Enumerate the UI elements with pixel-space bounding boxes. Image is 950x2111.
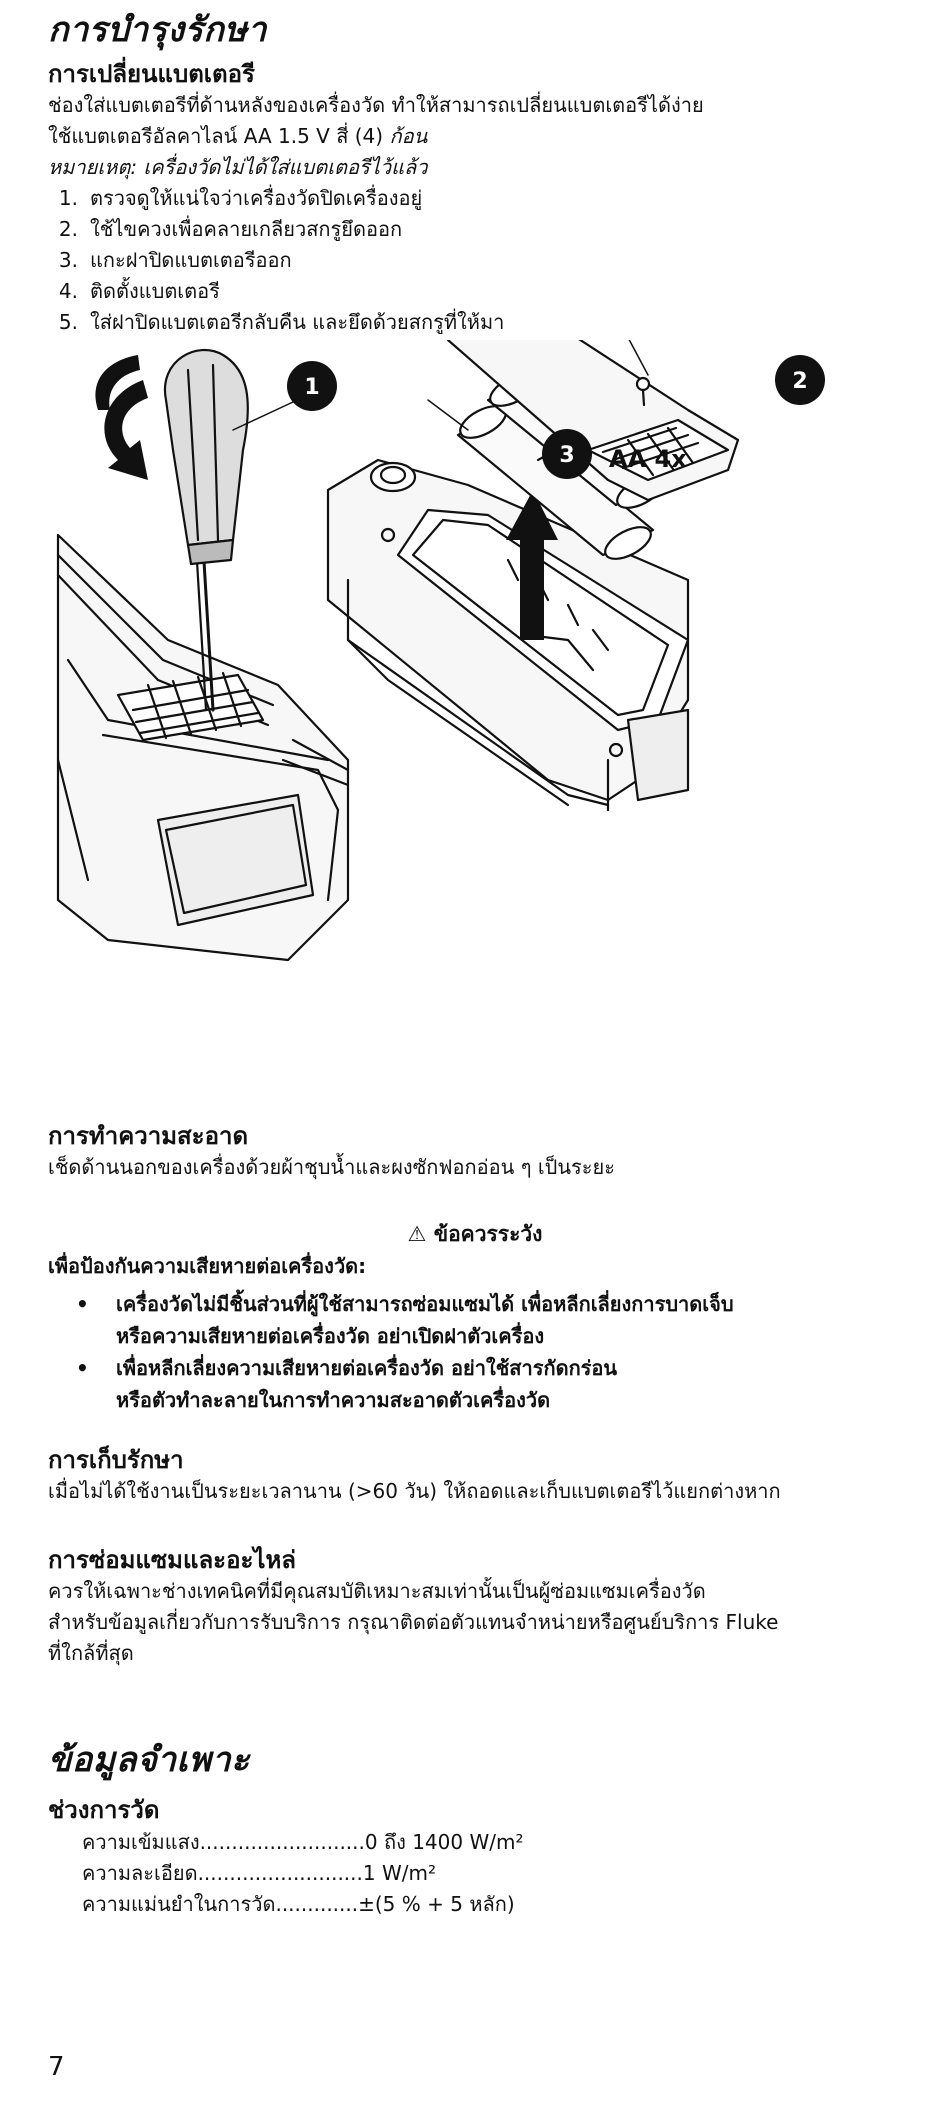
step-item xyxy=(48,307,898,338)
cleaning-text: เช็ดด้านนอกของเครื่องด้วยผ้าชุบน้ำและผงซักฟอกอ่อน ๆ เป็นระยะ xyxy=(48,1155,615,1179)
battery-replacement-illustration xyxy=(48,340,928,1060)
specs-title: ข้อมูลจำเพาะ xyxy=(48,1740,250,1780)
step-item xyxy=(48,276,898,307)
spec-row xyxy=(82,1827,523,1858)
caution-title-text: ข้อควรระวัง xyxy=(433,1222,543,1246)
repair-line-1: ควรให้เฉพาะช่างเทคนิคที่มีคุณสมบัติเหมาะสมเท่านั้นเป็นผู้ซ่อมแซมเครื่องวัด xyxy=(48,1579,706,1603)
caution-list xyxy=(48,1288,928,1416)
repair-line-2: สำหรับข้อมูลเกี่ยวกับการรับบริการ กรุณาติดต่อตัวแทนจำหน่ายหรือศูนย์บริการ Fluke xyxy=(48,1610,779,1634)
caution-item-line: เพื่อหลีกเลี่ยงความเสียหายต่อเครื่องวัด อย่าใช้สารกัดกร่อน xyxy=(116,1356,618,1380)
rotation-arrow-drawing xyxy=(95,355,148,480)
step-number: 3. xyxy=(58,248,78,272)
spec-label: ความเข้มแสง xyxy=(82,1830,200,1854)
callout-1 xyxy=(287,361,337,411)
step-number: 5. xyxy=(58,310,78,334)
caution-item-line: หรือความเสียหายต่อเครื่องวัด อย่าเปิดฝาตัวเครื่อง xyxy=(116,1324,545,1348)
spec-table xyxy=(82,1827,523,1920)
battery-note: หมายเหตุ: เครื่องวัดไม่ได้ใส่แบตเตอรีไว้แล้ว xyxy=(48,155,428,179)
battery-steps xyxy=(48,183,898,338)
storage-text: เมื่อไม่ได้ใช้งานเป็นระยะเวลานาน (>60 วัน) ให้ถอดและเก็บแบตเตอรีไว้แยกต่างหาก xyxy=(48,1479,781,1503)
caution-title xyxy=(0,1218,950,1251)
repair-line-3: ที่ใกล้ที่สุด xyxy=(48,1641,134,1665)
battery-heading: การเปลี่ยนแบตเตอรี xyxy=(48,60,255,88)
battery-count-label: AA 4x xyxy=(609,445,687,473)
bullet: • xyxy=(76,1356,89,1380)
illustration-svg xyxy=(48,340,928,1060)
spec-value: 0 ถึง 1400 W/m² xyxy=(364,1830,524,1854)
maintenance-title: การบำรุงรักษา xyxy=(48,10,267,50)
callout-1-number: 1 xyxy=(304,375,320,400)
step-number: 2. xyxy=(58,217,78,241)
step-text: ติดตั้งแบตเตอรี xyxy=(90,279,220,303)
repair-heading: การซ่อมแซมและอะไหล่ xyxy=(48,1546,296,1574)
caution-item xyxy=(48,1352,928,1416)
range-heading: ช่วงการวัด xyxy=(48,1796,160,1824)
caution-item-line: เครื่องวัดไม่มีชิ้นส่วนที่ผู้ใช้สามารถซ่อมแซมได้ เพื่อหลีกเลี่ยงการบาดเจ็บ xyxy=(116,1292,734,1316)
step-text: ใส่ฝาปิดแบตเตอรีกลับคืน และยึดด้วยสกรูที่ให้มา xyxy=(90,310,505,334)
meter-right-drawing xyxy=(328,460,688,810)
leader-dots: .......................... xyxy=(197,1861,363,1885)
caution-item-line: หรือตัวทำละลายในการทำความสะอาดตัวเครื่องวัด xyxy=(116,1388,551,1412)
leader-dots: .......................... xyxy=(199,1830,365,1854)
page-number: 7 xyxy=(48,2052,65,2082)
step-text: แกะฝาปิดแบตเตอรีออก xyxy=(90,248,292,272)
spec-value: ±(5 % + 5 หลัก) xyxy=(358,1892,515,1916)
spec-row xyxy=(82,1889,523,1920)
step-item xyxy=(48,214,898,245)
spec-label: ความแม่นยำในการวัด xyxy=(82,1892,276,1916)
meter-left-drawing xyxy=(58,535,348,960)
caution-item xyxy=(48,1288,928,1352)
callout-3 xyxy=(542,429,592,479)
step-text: ใช้ไขควงเพื่อคลายเกลียวสกรูยึดออก xyxy=(90,217,403,241)
storage-heading: การเก็บรักษา xyxy=(48,1446,184,1474)
step-number: 4. xyxy=(58,279,78,303)
cleaning-heading: การทำความสะอาด xyxy=(48,1122,249,1150)
leader-dots: ............. xyxy=(275,1892,359,1916)
battery-type-italic: ก้อน xyxy=(389,124,428,148)
caution-lead: เพื่อป้องกันความเสียหายต่อเครื่องวัด: xyxy=(48,1254,367,1278)
callout-3-number: 3 xyxy=(559,443,575,468)
step-item xyxy=(48,245,898,276)
bullet: • xyxy=(76,1292,89,1316)
callout-2-number: 2 xyxy=(792,369,808,394)
step-item xyxy=(48,183,898,214)
warning-triangle-icon: ⚠ xyxy=(407,1222,427,1246)
step-number: 1. xyxy=(58,186,78,210)
spec-label: ความละเอียด xyxy=(82,1861,198,1885)
callout-2 xyxy=(770,350,830,410)
battery-intro: ช่องใส่แบตเตอรีที่ด้านหลังของเครื่องวัด ทำให้สามารถเปลี่ยนแบตเตอรีได้ง่าย xyxy=(48,93,704,117)
step-text: ตรวจดูให้แน่ใจว่าเครื่องวัดปิดเครื่องอยู่ xyxy=(90,186,423,210)
battery-type-line xyxy=(48,121,427,152)
spec-value: 1 W/m² xyxy=(362,1861,436,1885)
spec-row xyxy=(82,1858,523,1889)
battery-type-text: ใช้แบตเตอรีอัลคาไลน์ AA 1.5 V สี่ (4) xyxy=(48,124,390,148)
